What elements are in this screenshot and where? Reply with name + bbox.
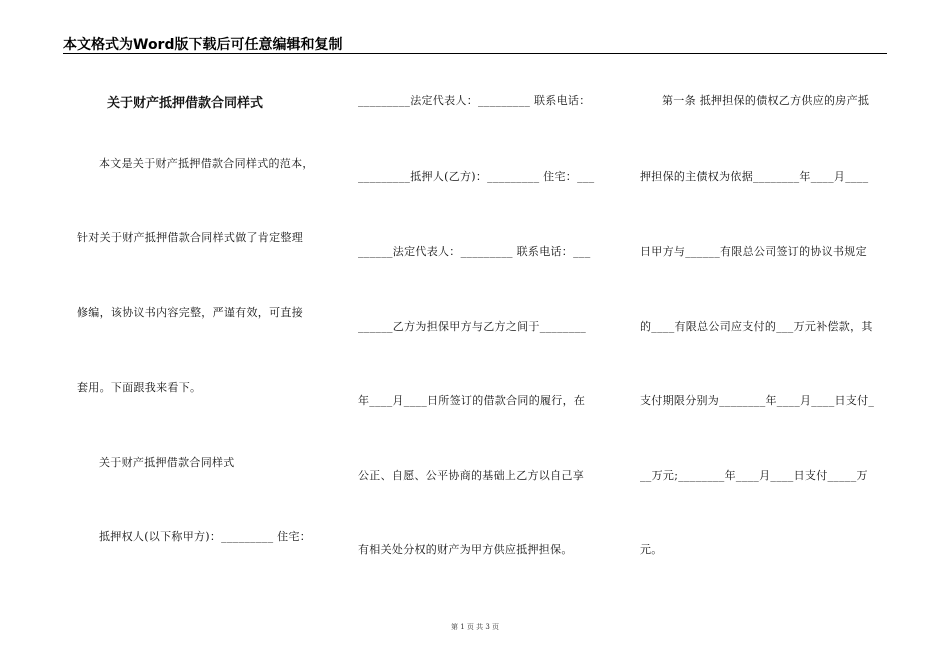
- text-line: ______法定代表人：_________ 联系电话：___: [358, 245, 591, 258]
- text-line: __万元;________年____月____日支付_____万: [640, 469, 868, 482]
- header-divider: [63, 53, 887, 54]
- text-line: 支付期限分别为________年____月____日支付_: [640, 394, 875, 407]
- page-number: 第 1 页 共 3 页: [450, 623, 500, 631]
- text-line: 关于财产抵押借款合同样式: [99, 456, 235, 469]
- text-line: 本文是关于财产抵押借款合同样式的范本，: [99, 157, 314, 170]
- text-line: 修编，该协议书内容完整，严谨有效，可直接: [77, 306, 303, 319]
- text-line: 年____月____日所签订的借款合同的履行，在: [358, 394, 586, 407]
- text-line: ______乙方为担保甲方与乙方之间于________: [358, 320, 587, 333]
- text-line: _________抵押人(乙方)：_________ 住宅：___: [358, 170, 595, 183]
- text-line: 抵押权人(以下称甲方)：_________ 住宅：: [99, 530, 312, 543]
- text-line: 套用。下面跟我来看下。: [77, 381, 202, 394]
- text-line: 第一条 抵押担保的债权乙方供应的房产抵: [662, 94, 870, 107]
- text-line: 针对关于财产抵押借款合同样式做了肯定整理: [77, 231, 303, 244]
- text-line: 有相关处分权的财产为甲方供应抵押担保。: [358, 543, 573, 556]
- text-line: 日甲方与______有限总公司签订的协议书规定: [640, 245, 867, 258]
- text-line: _________法定代表人：_________ 联系电话：: [358, 94, 591, 107]
- page-header-title: 本文格式为Word版下载后可任意编辑和复制: [63, 37, 343, 53]
- text-line: 押担保的主债权为依据________年____月____: [640, 170, 869, 183]
- text-line: 的____有限总公司应支付的___万元补偿款，其: [640, 320, 873, 333]
- document-title: 关于财产抵押借款合同样式: [107, 96, 264, 111]
- text-line: 元。: [640, 543, 663, 556]
- text-line: 公正、自愿、公平协商的基础上乙方以自己享: [358, 469, 584, 482]
